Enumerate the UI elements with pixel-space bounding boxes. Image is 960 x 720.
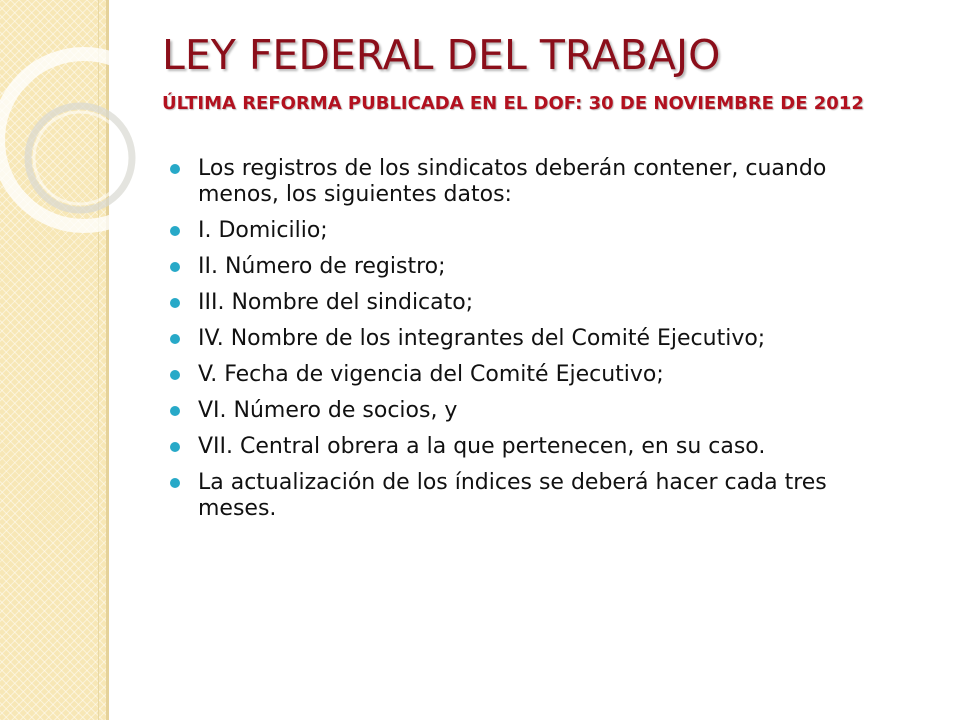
bullet-item (168, 362, 888, 388)
bullet-text: V. Fecha de vigencia del Comité Ejecutivo; (198, 362, 664, 387)
decorative-circle-small (28, 106, 132, 210)
bullet-dot-icon (170, 164, 180, 174)
bullet-item (168, 156, 888, 208)
bullet-text: VII. Central obrera a la que pertenecen, en su caso. (198, 434, 766, 459)
slide-title: LEY FEDERAL DEL TRABAJO (162, 31, 721, 79)
bullet-item (168, 434, 888, 460)
bullet-item (168, 218, 888, 244)
bullet-item (168, 254, 888, 280)
bullet-item (168, 290, 888, 316)
slide-subtitle: ÚLTIMA REFORMA PUBLICADA EN EL DOF: 30 DE NOVIEMBRE DE 2012 (162, 93, 864, 114)
bullet-list (168, 156, 888, 532)
bullet-text: VI. Número de socios, y (198, 398, 458, 423)
bullet-item (168, 398, 888, 424)
decorative-circle-large (0, 54, 170, 226)
bullet-dot-icon (170, 370, 180, 380)
bullet-text: IV. Nombre de los integrantes del Comité Ejecutivo; (198, 326, 766, 351)
bullet-text: II. Número de registro; (198, 254, 446, 279)
bullet-dot-icon (170, 478, 180, 488)
bullet-dot-icon (170, 226, 180, 236)
bullet-dot-icon (170, 334, 180, 344)
bullet-text: III. Nombre del sindicato; (198, 290, 474, 315)
decorative-circle-inner (34, 112, 126, 204)
bullet-dot-icon (170, 298, 180, 308)
bullet-item (168, 326, 888, 352)
bullet-text: I. Domicilio; (198, 218, 328, 243)
bullet-item (168, 470, 888, 522)
bullet-dot-icon (170, 442, 180, 452)
bullet-dot-icon (170, 262, 180, 272)
bullet-dot-icon (170, 406, 180, 416)
bullet-text: Los registros de los sindicatos deberán contener, cuando menos, los siguientes datos: (198, 156, 827, 207)
bullet-text: La actualización de los índices se deberá hacer cada tres meses. (198, 470, 827, 521)
